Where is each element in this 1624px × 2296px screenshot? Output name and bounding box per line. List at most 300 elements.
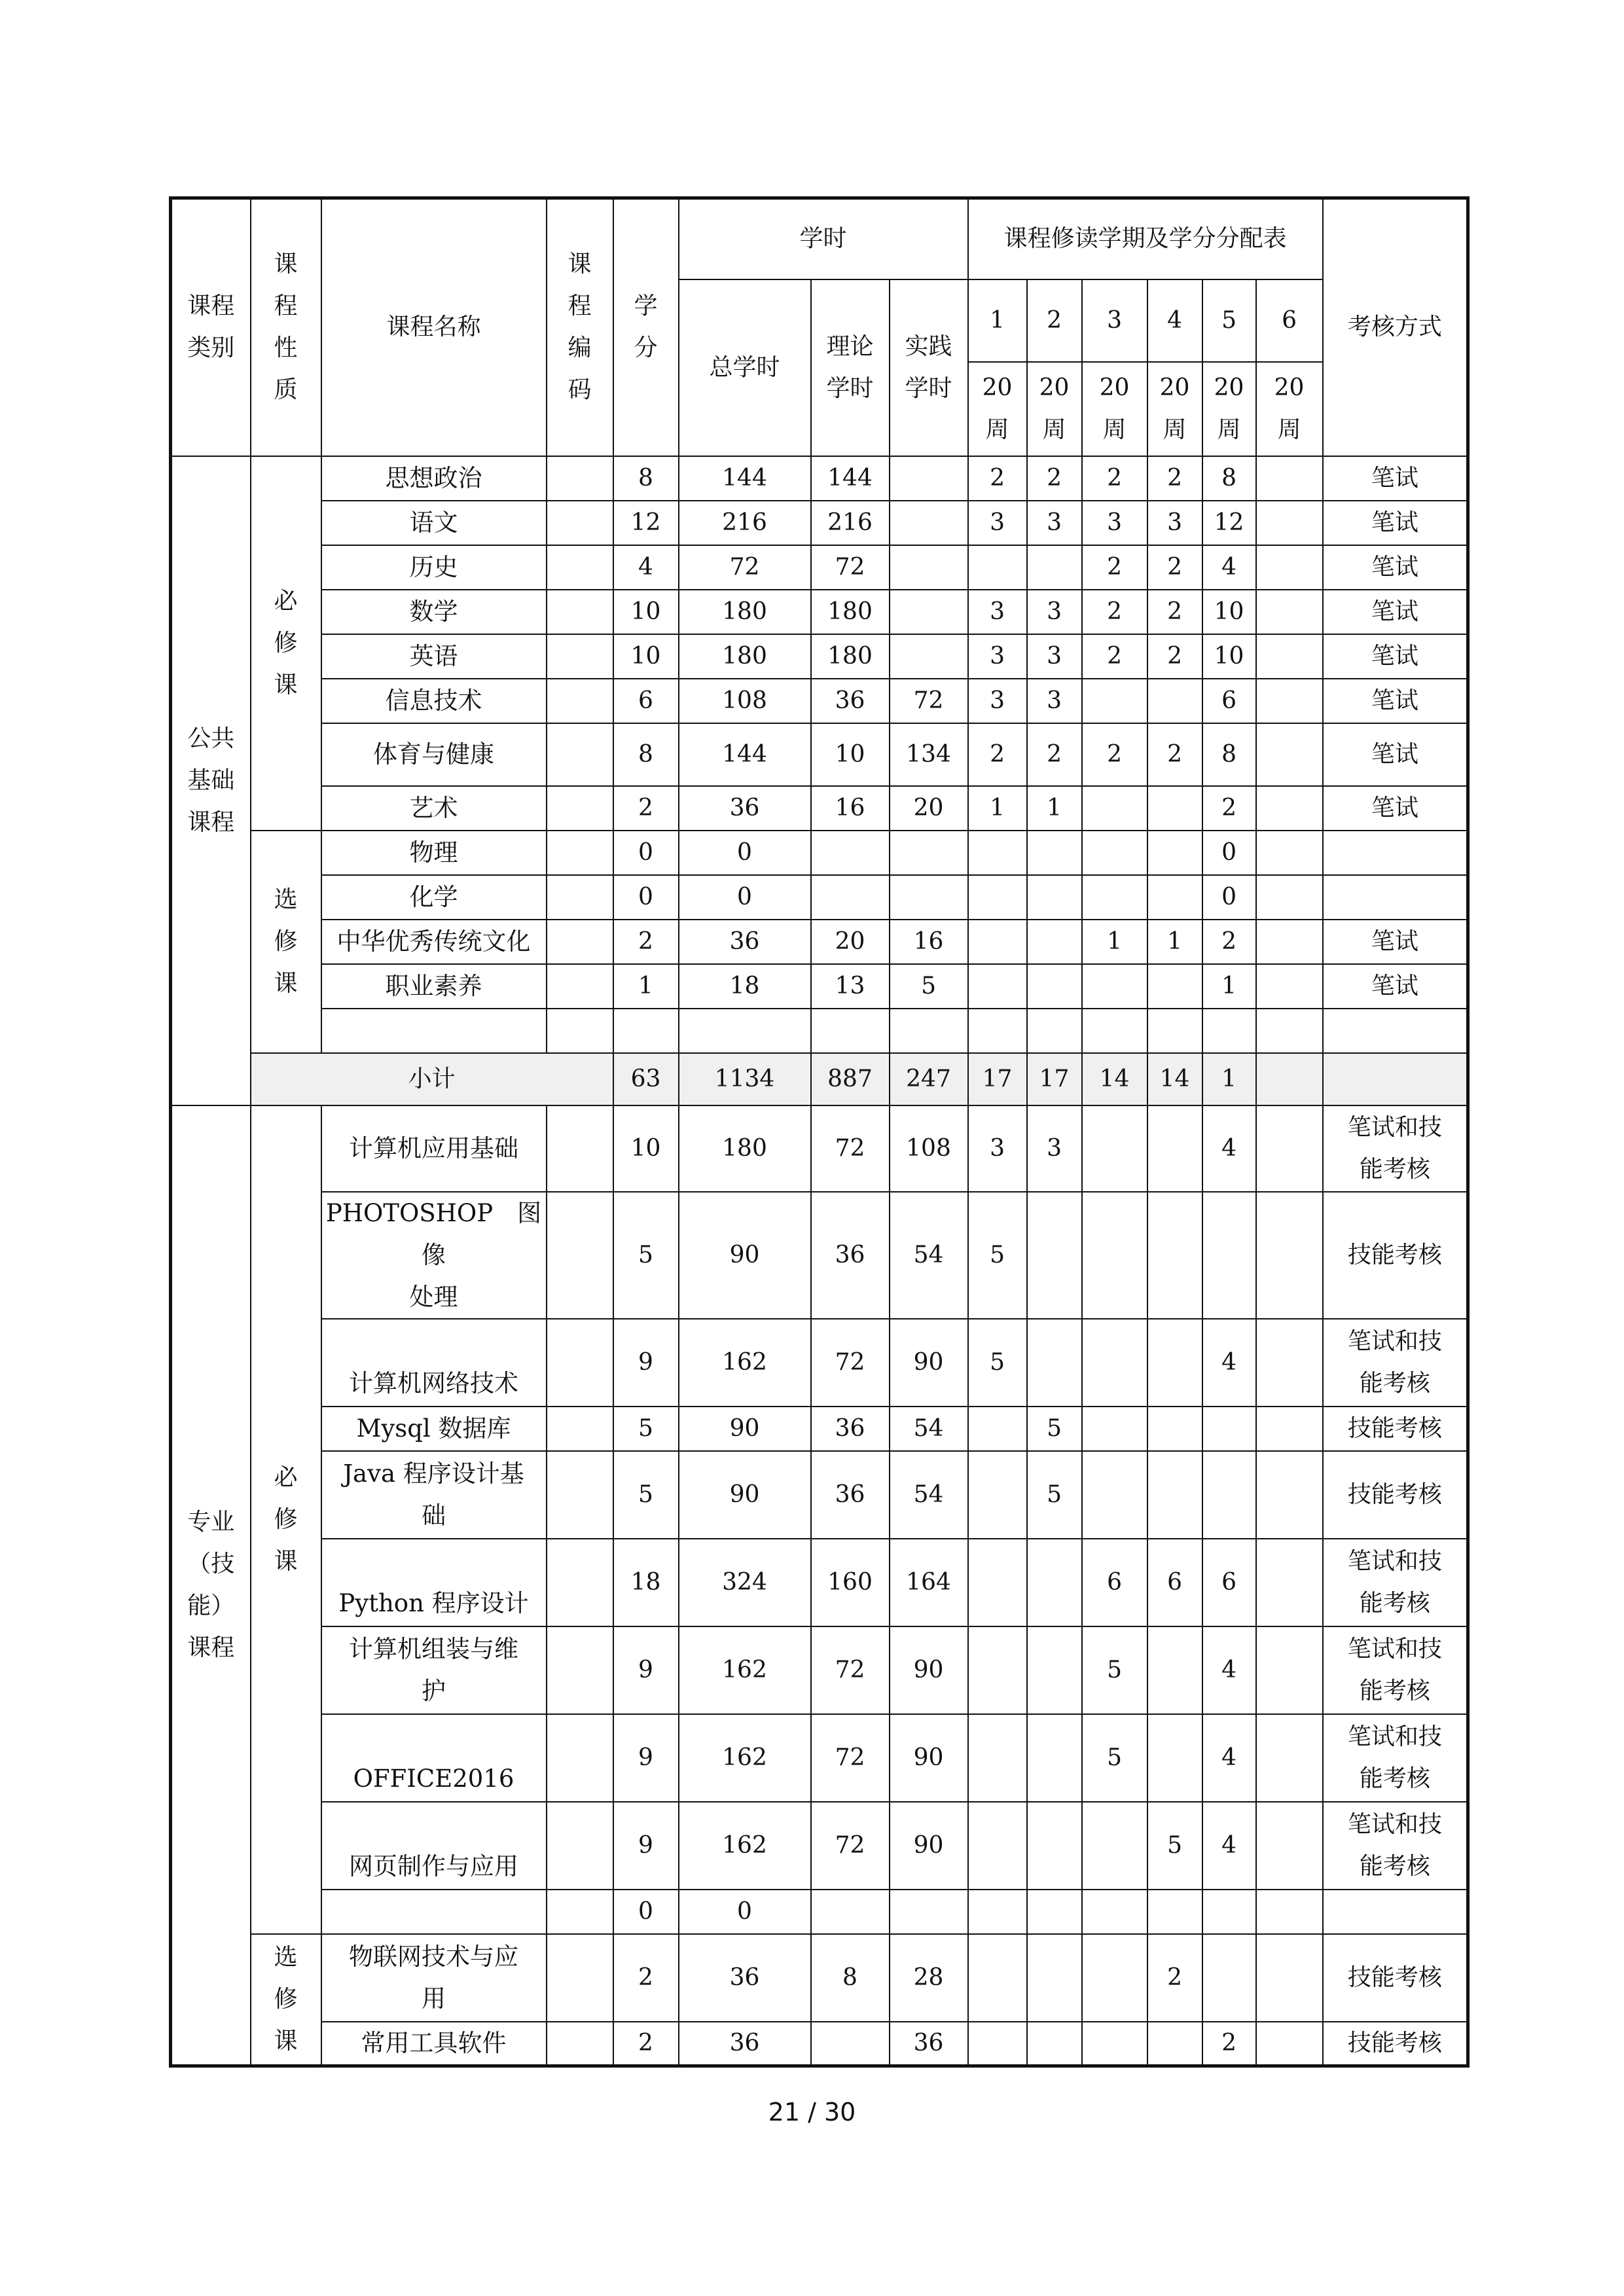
semester-4-credit: 2 <box>1147 634 1202 679</box>
semester-3-credit <box>1082 1407 1147 1451</box>
theory-hours: 72 <box>811 545 890 590</box>
semester-6-credit <box>1256 1890 1323 1934</box>
semester-2-credit: 3 <box>1027 590 1082 634</box>
credit: 18 <box>613 1539 679 1626</box>
theory-hours: 36 <box>811 1451 890 1539</box>
semester-2-credit <box>1027 1009 1082 1053</box>
semester-1-credit <box>968 964 1027 1009</box>
semester-6-credit <box>1256 920 1323 964</box>
table-row <box>171 1009 1468 1053</box>
semester-1-credit <box>968 1714 1027 1802</box>
semester-3-credit: 2 <box>1082 590 1147 634</box>
semester-4-credit: 2 <box>1147 456 1202 501</box>
semester-1-credit <box>968 1009 1027 1053</box>
semester-2-credit <box>1027 1934 1082 2022</box>
semester-1-credit: 2 <box>968 723 1027 786</box>
course-code <box>547 1192 613 1319</box>
practice-hours: 16 <box>890 920 968 964</box>
course-code <box>547 634 613 679</box>
table-row <box>171 679 1468 723</box>
semester-5-credit: 0 <box>1202 831 1256 875</box>
course-code <box>547 679 613 723</box>
assessment: 笔试和技 能考核 <box>1323 1714 1468 1802</box>
course-name: Java 程序设计基 础 <box>321 1451 547 1539</box>
practice-hours <box>890 590 968 634</box>
course-code <box>547 1319 613 1407</box>
table-row <box>171 1626 1468 1714</box>
header-semester-2: 2 <box>1027 279 1082 362</box>
theory-hours: 72 <box>811 1714 890 1802</box>
total-pages: 30 <box>824 2098 856 2126</box>
semester-6-credit <box>1256 875 1323 920</box>
course-schedule-table <box>169 196 1470 2068</box>
subtotal-theory-hours: 887 <box>811 1053 890 1105</box>
semester-1-credit: 3 <box>968 634 1027 679</box>
total-hours: 72 <box>679 545 811 590</box>
semester-5-credit <box>1202 1451 1256 1539</box>
semester-3-credit: 3 <box>1082 501 1147 545</box>
header-weeks-1: 20 周 <box>968 362 1027 456</box>
semester-3-credit <box>1082 1802 1147 1890</box>
assessment: 技能考核 <box>1323 1192 1468 1319</box>
credit: 9 <box>613 1714 679 1802</box>
theory-hours: 36 <box>811 1192 890 1319</box>
semester-4-credit <box>1147 1626 1202 1714</box>
semester-5-credit: 8 <box>1202 456 1256 501</box>
course-code <box>547 831 613 875</box>
assessment: 笔试 <box>1323 456 1468 501</box>
semester-1-credit <box>968 2022 1027 2066</box>
theory-hours <box>811 2022 890 2066</box>
course-name: 常用工具软件 <box>321 2022 547 2066</box>
semester-6-credit <box>1256 1192 1323 1319</box>
semester-4-credit <box>1147 786 1202 831</box>
subtotal-assessment <box>1323 1053 1468 1105</box>
semester-1-credit <box>968 1539 1027 1626</box>
assessment: 笔试 <box>1323 545 1468 590</box>
semester-1-credit: 3 <box>968 590 1027 634</box>
credit: 2 <box>613 786 679 831</box>
semester-5-credit: 4 <box>1202 1802 1256 1890</box>
semester-4-credit <box>1147 1890 1202 1934</box>
semester-6-credit <box>1256 1934 1323 2022</box>
header-total-hours: 总学时 <box>679 279 811 456</box>
total-hours: 90 <box>679 1192 811 1319</box>
course-name <box>321 1890 547 1934</box>
semester-4-credit: 2 <box>1147 1934 1202 2022</box>
course-code <box>547 1626 613 1714</box>
theory-hours <box>811 875 890 920</box>
total-hours: 162 <box>679 1319 811 1407</box>
semester-6-credit <box>1256 786 1323 831</box>
course-name: 语文 <box>321 501 547 545</box>
total-hours: 162 <box>679 1714 811 1802</box>
subtotal-credit: 63 <box>613 1053 679 1105</box>
header-semester-5: 5 <box>1202 279 1256 362</box>
semester-5-credit: 2 <box>1202 920 1256 964</box>
semester-6-credit <box>1256 679 1323 723</box>
header-semester-1: 1 <box>968 279 1027 362</box>
credit: 10 <box>613 590 679 634</box>
semester-3-credit <box>1082 1009 1147 1053</box>
practice-hours <box>890 1890 968 1934</box>
theory-hours: 72 <box>811 1105 890 1192</box>
assessment: 技能考核 <box>1323 2022 1468 2066</box>
header-weeks-2: 20 周 <box>1027 362 1082 456</box>
header-weeks-3: 20 周 <box>1082 362 1147 456</box>
semester-5-credit <box>1202 1192 1256 1319</box>
assessment: 笔试 <box>1323 501 1468 545</box>
subtotal-semester-2: 17 <box>1027 1053 1082 1105</box>
credit: 2 <box>613 920 679 964</box>
course-name: 信息技术 <box>321 679 547 723</box>
practice-hours <box>890 501 968 545</box>
semester-4-credit <box>1147 1714 1202 1802</box>
course-code <box>547 545 613 590</box>
semester-4-credit <box>1147 964 1202 1009</box>
page-number <box>0 2098 1624 2126</box>
semester-2-credit <box>1027 831 1082 875</box>
semester-3-credit: 5 <box>1082 1714 1147 1802</box>
nature-public-elective: 选 修 课 <box>251 831 321 1053</box>
semester-1-credit <box>968 1890 1027 1934</box>
semester-4-credit <box>1147 875 1202 920</box>
table-row <box>171 786 1468 831</box>
practice-hours: 54 <box>890 1451 968 1539</box>
theory-hours <box>811 1890 890 1934</box>
course-name: PHOTOSHOP 图像 处理 <box>321 1192 547 1319</box>
semester-2-credit <box>1027 1890 1082 1934</box>
assessment: 笔试 <box>1323 590 1468 634</box>
semester-2-credit: 5 <box>1027 1451 1082 1539</box>
course-code <box>547 1407 613 1451</box>
semester-6-credit <box>1256 501 1323 545</box>
total-hours: 180 <box>679 590 811 634</box>
semester-2-credit: 3 <box>1027 634 1082 679</box>
subtotal-row <box>171 1053 1468 1105</box>
table-row <box>171 501 1468 545</box>
semester-1-credit <box>968 545 1027 590</box>
semester-5-credit: 4 <box>1202 1105 1256 1192</box>
theory-hours: 36 <box>811 1407 890 1451</box>
practice-hours: 54 <box>890 1192 968 1319</box>
total-hours: 0 <box>679 875 811 920</box>
theory-hours: 72 <box>811 1319 890 1407</box>
subtotal-semester-4: 14 <box>1147 1053 1202 1105</box>
subtotal-semester-3: 14 <box>1082 1053 1147 1105</box>
course-name: 英语 <box>321 634 547 679</box>
header-theory-hours: 理论 学时 <box>811 279 890 456</box>
theory-hours: 72 <box>811 1802 890 1890</box>
semester-3-credit <box>1082 1934 1147 2022</box>
course-name: 中华优秀传统文化 <box>321 920 547 964</box>
total-hours: 162 <box>679 1802 811 1890</box>
course-name: 化学 <box>321 875 547 920</box>
table-row <box>171 1407 1468 1451</box>
practice-hours: 90 <box>890 1802 968 1890</box>
course-code <box>547 920 613 964</box>
practice-hours: 108 <box>890 1105 968 1192</box>
semester-2-credit <box>1027 2022 1082 2066</box>
semester-3-credit <box>1082 1890 1147 1934</box>
semester-6-credit <box>1256 723 1323 786</box>
semester-4-credit <box>1147 1009 1202 1053</box>
theory-hours: 180 <box>811 590 890 634</box>
semester-5-credit: 6 <box>1202 1539 1256 1626</box>
course-name: 历史 <box>321 545 547 590</box>
table-row <box>171 1451 1468 1539</box>
semester-4-credit <box>1147 1407 1202 1451</box>
theory-hours <box>811 831 890 875</box>
nature-public-required: 必 修 课 <box>251 456 321 831</box>
header-nature: 课 程 性 质 <box>251 198 321 456</box>
table-row <box>171 545 1468 590</box>
semester-1-credit: 3 <box>968 1105 1027 1192</box>
assessment <box>1323 1009 1468 1053</box>
table-row <box>171 1105 1468 1192</box>
practice-hours <box>890 1009 968 1053</box>
credit: 0 <box>613 875 679 920</box>
practice-hours: 90 <box>890 1319 968 1407</box>
page-separator: / <box>808 2098 816 2126</box>
course-code <box>547 1539 613 1626</box>
header-course-code: 课 程 编 码 <box>547 198 613 456</box>
semester-5-credit: 4 <box>1202 1319 1256 1407</box>
course-name <box>321 1009 547 1053</box>
semester-3-credit: 1 <box>1082 920 1147 964</box>
header-practice-hours: 实践 学时 <box>890 279 968 456</box>
practice-hours <box>890 456 968 501</box>
practice-hours: 5 <box>890 964 968 1009</box>
course-code <box>547 1105 613 1192</box>
credit: 5 <box>613 1192 679 1319</box>
course-name: 思想政治 <box>321 456 547 501</box>
theory-hours: 216 <box>811 501 890 545</box>
semester-4-credit: 2 <box>1147 590 1202 634</box>
course-code <box>547 1009 613 1053</box>
header-semester-group: 课程修读学期及学分分配表 <box>968 198 1323 279</box>
assessment <box>1323 831 1468 875</box>
semester-2-credit: 3 <box>1027 1105 1082 1192</box>
subtotal-total-hours: 1134 <box>679 1053 811 1105</box>
table-row <box>171 590 1468 634</box>
semester-2-credit <box>1027 1714 1082 1802</box>
semester-3-credit <box>1082 2022 1147 2066</box>
total-hours: 162 <box>679 1626 811 1714</box>
practice-hours: 54 <box>890 1407 968 1451</box>
course-code <box>547 1802 613 1890</box>
assessment: 技能考核 <box>1323 1934 1468 2022</box>
course-code <box>547 1714 613 1802</box>
semester-4-credit: 6 <box>1147 1539 1202 1626</box>
semester-2-credit: 2 <box>1027 456 1082 501</box>
assessment: 笔试 <box>1323 786 1468 831</box>
total-hours: 90 <box>679 1451 811 1539</box>
credit: 9 <box>613 1319 679 1407</box>
credit: 0 <box>613 1890 679 1934</box>
subtotal-semester-5: 1 <box>1202 1053 1256 1105</box>
total-hours: 36 <box>679 1934 811 2022</box>
assessment: 笔试和技 能考核 <box>1323 1802 1468 1890</box>
semester-2-credit <box>1027 920 1082 964</box>
semester-1-credit <box>968 1626 1027 1714</box>
practice-hours: 20 <box>890 786 968 831</box>
course-name: 体育与健康 <box>321 723 547 786</box>
semester-6-credit <box>1256 590 1323 634</box>
semester-3-credit <box>1082 1319 1147 1407</box>
semester-3-credit <box>1082 786 1147 831</box>
semester-5-credit: 10 <box>1202 590 1256 634</box>
practice-hours: 164 <box>890 1539 968 1626</box>
credit: 10 <box>613 1105 679 1192</box>
semester-3-credit: 2 <box>1082 545 1147 590</box>
credit: 0 <box>613 831 679 875</box>
table-row <box>171 1890 1468 1934</box>
subtotal-practice-hours: 247 <box>890 1053 968 1105</box>
subtotal-semester-6 <box>1256 1053 1323 1105</box>
semester-2-credit <box>1027 1539 1082 1626</box>
credit <box>613 1009 679 1053</box>
assessment: 笔试和技 能考核 <box>1323 1626 1468 1714</box>
header-weeks-6: 20 周 <box>1256 362 1323 456</box>
semester-6-credit <box>1256 634 1323 679</box>
semester-6-credit <box>1256 831 1323 875</box>
course-code <box>547 875 613 920</box>
semester-6-credit <box>1256 545 1323 590</box>
course-name: Python 程序设计 <box>321 1539 547 1626</box>
semester-1-credit <box>968 920 1027 964</box>
total-hours: 36 <box>679 920 811 964</box>
course-code <box>547 456 613 501</box>
practice-hours: 36 <box>890 2022 968 2066</box>
credit: 5 <box>613 1451 679 1539</box>
semester-4-credit <box>1147 831 1202 875</box>
semester-2-credit: 3 <box>1027 679 1082 723</box>
header-weeks-4: 20 周 <box>1147 362 1202 456</box>
nature-professional-required: 必 修 课 <box>251 1105 321 1934</box>
semester-3-credit: 5 <box>1082 1626 1147 1714</box>
practice-hours <box>890 545 968 590</box>
table-row <box>171 875 1468 920</box>
semester-2-credit <box>1027 1319 1082 1407</box>
current-page: 21 <box>768 2098 800 2126</box>
semester-6-credit <box>1256 1009 1323 1053</box>
course-code <box>547 786 613 831</box>
semester-5-credit: 12 <box>1202 501 1256 545</box>
header-category: 课程 类别 <box>171 198 251 456</box>
credit: 8 <box>613 723 679 786</box>
semester-6-credit <box>1256 1407 1323 1451</box>
header-semester-4: 4 <box>1147 279 1202 362</box>
header-semester-3: 3 <box>1082 279 1147 362</box>
header-row-1 <box>171 198 1468 279</box>
semester-2-credit <box>1027 1802 1082 1890</box>
course-name: OFFICE2016 <box>321 1714 547 1802</box>
semester-5-credit <box>1202 1934 1256 2022</box>
assessment: 技能考核 <box>1323 1451 1468 1539</box>
theory-hours: 10 <box>811 723 890 786</box>
table-row <box>171 964 1468 1009</box>
semester-1-credit <box>968 1407 1027 1451</box>
semester-5-credit: 1 <box>1202 964 1256 1009</box>
total-hours: 36 <box>679 786 811 831</box>
semester-1-credit <box>968 875 1027 920</box>
assessment: 技能考核 <box>1323 1407 1468 1451</box>
semester-1-credit <box>968 1934 1027 2022</box>
semester-4-credit <box>1147 1105 1202 1192</box>
assessment: 笔试 <box>1323 964 1468 1009</box>
semester-4-credit: 5 <box>1147 1802 1202 1890</box>
table-row <box>171 1319 1468 1407</box>
total-hours: 144 <box>679 456 811 501</box>
semester-4-credit <box>1147 679 1202 723</box>
assessment: 笔试和技 能考核 <box>1323 1319 1468 1407</box>
header-credit: 学 分 <box>613 198 679 456</box>
assessment: 笔试和技 能考核 <box>1323 1539 1468 1626</box>
semester-1-credit <box>968 831 1027 875</box>
theory-hours: 8 <box>811 1934 890 2022</box>
total-hours: 180 <box>679 1105 811 1192</box>
course-name: 物理 <box>321 831 547 875</box>
semester-1-credit: 5 <box>968 1319 1027 1407</box>
assessment <box>1323 1890 1468 1934</box>
semester-4-credit: 1 <box>1147 920 1202 964</box>
semester-2-credit <box>1027 875 1082 920</box>
semester-5-credit: 2 <box>1202 786 1256 831</box>
table-row <box>171 831 1468 875</box>
semester-5-credit <box>1202 1407 1256 1451</box>
course-name: Mysql 数据库 <box>321 1407 547 1451</box>
total-hours: 324 <box>679 1539 811 1626</box>
total-hours: 144 <box>679 723 811 786</box>
semester-3-credit <box>1082 1192 1147 1319</box>
total-hours: 36 <box>679 2022 811 2066</box>
semester-6-credit <box>1256 1626 1323 1714</box>
total-hours: 90 <box>679 1407 811 1451</box>
theory-hours <box>811 1009 890 1053</box>
credit: 9 <box>613 1802 679 1890</box>
semester-4-credit <box>1147 1451 1202 1539</box>
table-row <box>171 2022 1468 2066</box>
semester-6-credit <box>1256 2022 1323 2066</box>
total-hours: 18 <box>679 964 811 1009</box>
assessment: 笔试 <box>1323 634 1468 679</box>
table-row <box>171 456 1468 501</box>
header-assessment: 考核方式 <box>1323 198 1468 456</box>
semester-1-credit: 3 <box>968 501 1027 545</box>
credit: 9 <box>613 1626 679 1714</box>
practice-hours: 90 <box>890 1626 968 1714</box>
semester-1-credit <box>968 1451 1027 1539</box>
semester-5-credit: 2 <box>1202 2022 1256 2066</box>
table-row <box>171 1934 1468 2022</box>
total-hours <box>679 1009 811 1053</box>
credit: 1 <box>613 964 679 1009</box>
course-code <box>547 1451 613 1539</box>
semester-3-credit <box>1082 1451 1147 1539</box>
semester-5-credit: 4 <box>1202 1626 1256 1714</box>
table-row <box>171 1714 1468 1802</box>
course-name: 物联网技术与应 用 <box>321 1934 547 2022</box>
practice-hours <box>890 634 968 679</box>
theory-hours: 13 <box>811 964 890 1009</box>
semester-1-credit: 2 <box>968 456 1027 501</box>
semester-3-credit <box>1082 875 1147 920</box>
category-professional: 专业 （技 能） 课程 <box>171 1105 251 2066</box>
semester-2-credit: 1 <box>1027 786 1082 831</box>
credit: 10 <box>613 634 679 679</box>
course-code <box>547 723 613 786</box>
